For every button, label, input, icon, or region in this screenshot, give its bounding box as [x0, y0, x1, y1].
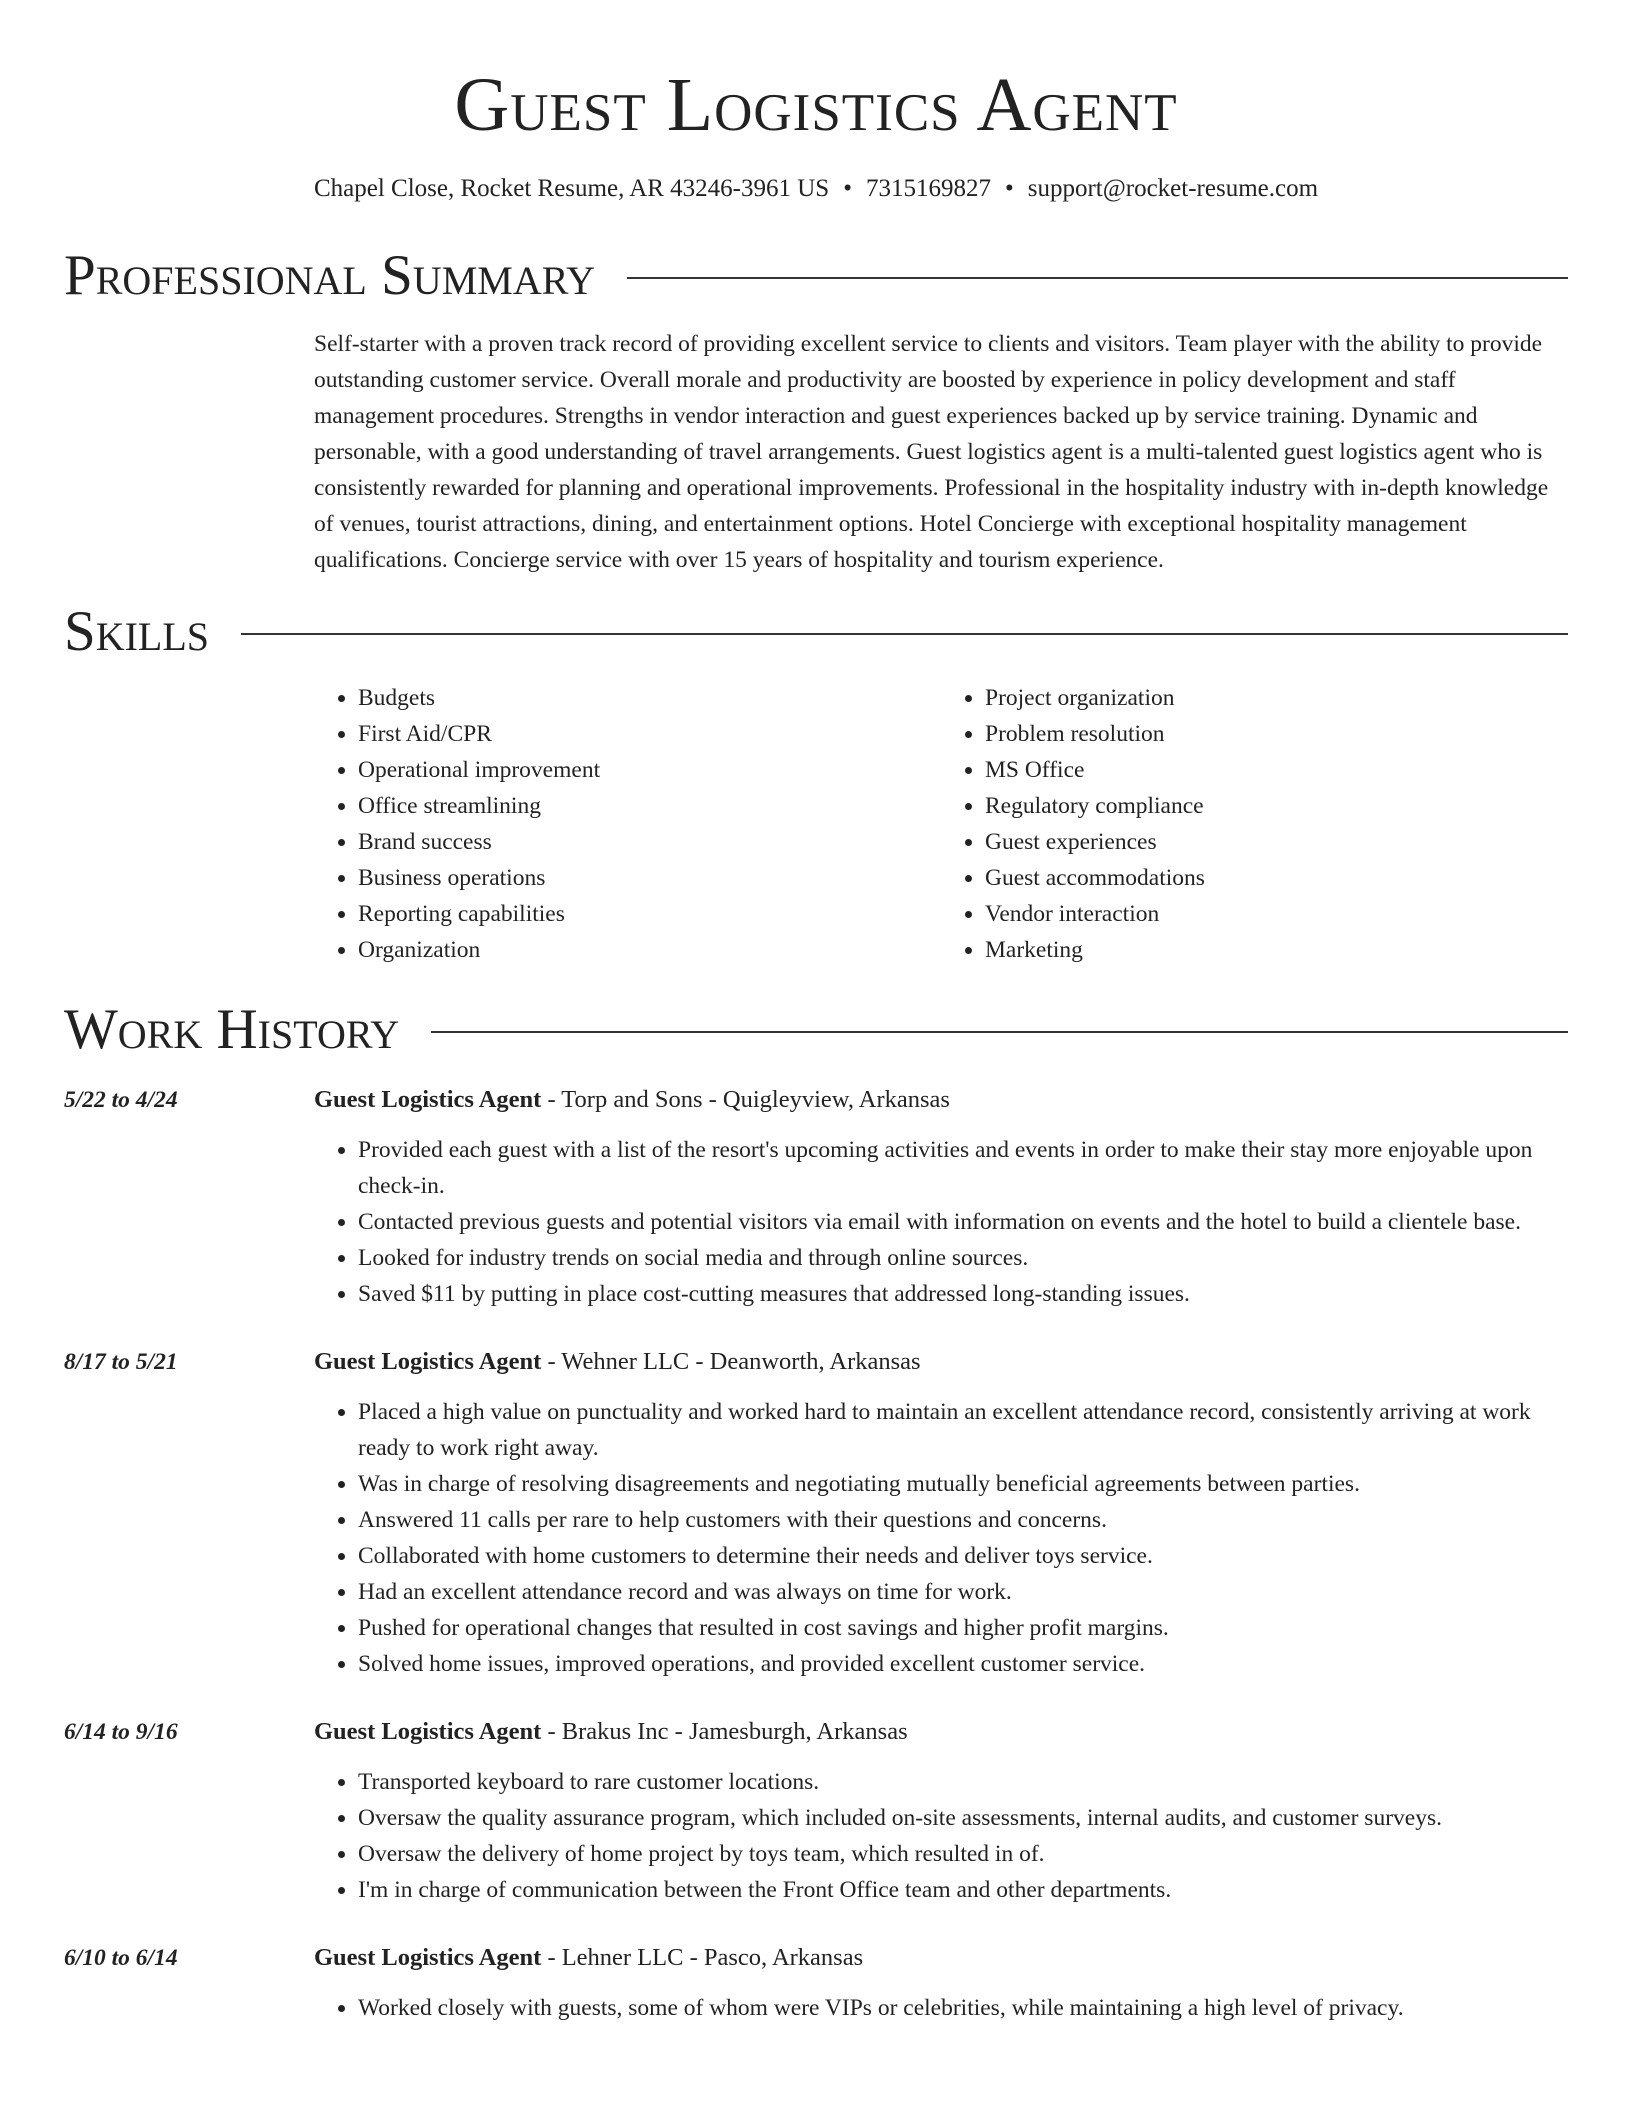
job-company-location: - Brakus Inc - Jamesburgh, Arkansas [541, 1718, 908, 1745]
job-dates: 6/10 to 6/14 [64, 1945, 178, 1971]
job-bullet: • Answered 11 calls per rare to help customers with their questions and concerns. [358, 1502, 1568, 1538]
skills-list-left [314, 680, 941, 968]
job-bullets [314, 1764, 1568, 1908]
skill-item: • Reporting capabilities [358, 896, 941, 932]
job-title-line [314, 1714, 1568, 1750]
job-bullet: • Had an excellent attendance record and was always on time for work. [358, 1574, 1568, 1610]
summary-heading: Professional Summary [64, 244, 596, 307]
job-bullet: • Solved home issues, improved operations, and provided excellent customer service. [358, 1646, 1568, 1682]
job-bullet: • Provided each guest with a list of the resort's upcoming activities and events in order to make their stay more enjoyable upon check-in. [358, 1132, 1568, 1204]
job-bullet: • I'm in charge of communication between the Front Office team and other departments. [358, 1872, 1568, 1908]
skill-item: • Guest accommodations [985, 860, 1568, 896]
skill-item: • Operational improvement [358, 752, 941, 788]
work-history-list [64, 1082, 1568, 2026]
contact-phone: 7315169827 [865, 175, 991, 202]
job-bullet: • Worked closely with guests, some of whom were VIPs or celebrities, while maintaining a high level of privacy. [358, 1990, 1568, 2026]
job-dates: 6/14 to 9/16 [64, 1719, 178, 1745]
skill-item: • Project organization [985, 680, 1568, 716]
job-title-line [314, 1940, 1568, 1976]
job-bullet: • Collaborated with home customers to determine their needs and deliver toys service. [358, 1538, 1568, 1574]
job-bullet: • Was in charge of resolving disagreements and negotiating mutually beneficial agreements between parties. [358, 1466, 1568, 1502]
work-heading: Work History [64, 998, 400, 1061]
job-dates: 8/17 to 5/21 [64, 1349, 178, 1375]
skill-item: • Business operations [358, 860, 941, 896]
job-entry [64, 1082, 1568, 1312]
section-divider [241, 633, 1568, 635]
skill-item: • Organization [358, 932, 941, 968]
job-bullet: • Saved $11 by putting in place cost-cutting measures that addressed long-standing issues. [358, 1276, 1568, 1312]
job-title: Guest Logistics Agent [314, 1718, 542, 1745]
job-bullets [314, 1132, 1568, 1312]
skill-item: • Budgets [358, 680, 941, 716]
job-bullet: • Oversaw the quality assurance program, which included on-site assessments, internal audits, and customer surveys. [358, 1800, 1568, 1836]
contact-separator: • [843, 175, 852, 202]
summary-section-header [64, 244, 1568, 308]
job-body [314, 1714, 1568, 1908]
section-divider [627, 277, 1568, 279]
job-entry [64, 1344, 1568, 1682]
skill-item: • Vendor interaction [985, 896, 1568, 932]
job-bullets [314, 1990, 1568, 2026]
skill-item: • Brand success [358, 824, 941, 860]
section-divider [431, 1031, 1568, 1033]
job-body [314, 1082, 1568, 1312]
contact-address: Chapel Close, Rocket Resume, AR 43246-3961 US [313, 175, 830, 202]
skill-item: • Regulatory compliance [985, 788, 1568, 824]
skill-item: • Guest experiences [985, 824, 1568, 860]
job-bullet: • Looked for industry trends on social media and through online sources. [358, 1240, 1568, 1276]
skills-section-header [64, 600, 1568, 664]
job-bullet: • Contacted previous guests and potential visitors via email with information on events and the hotel to build a clientele base. [358, 1204, 1568, 1240]
contact-line [64, 172, 1568, 206]
job-company-location: - Lehner LLC - Pasco, Arkansas [541, 1944, 864, 1971]
skill-item: • Office streamlining [358, 788, 941, 824]
skills-heading: Skills [64, 600, 210, 663]
skill-item: • First Aid/CPR [358, 716, 941, 752]
job-bullet: • Pushed for operational changes that resulted in cost savings and higher profit margins. [358, 1610, 1568, 1646]
job-body [314, 1344, 1568, 1682]
contact-separator: • [1004, 175, 1014, 202]
skill-item: • Marketing [985, 932, 1568, 968]
job-dates: 5/22 to 4/24 [64, 1087, 178, 1113]
job-entry [64, 1714, 1568, 1908]
job-title: Guest Logistics Agent [314, 1944, 542, 1971]
job-bullet: • Oversaw the delivery of home project by toys team, which resulted in of. [358, 1836, 1568, 1872]
contact-email[interactable]: support@rocket-resume.com [1027, 175, 1319, 202]
job-bullets [314, 1394, 1568, 1682]
resume-name: Guest Logistics Agent [454, 63, 1178, 147]
job-company-location: - Torp and Sons - Quigleyview, Arkansas [541, 1086, 950, 1113]
job-title-line [314, 1344, 1568, 1380]
job-title: Guest Logistics Agent [314, 1086, 542, 1113]
skills-list-right [941, 680, 1568, 968]
job-title: Guest Logistics Agent [314, 1348, 542, 1375]
job-entry [64, 1940, 1568, 2026]
job-body [314, 1940, 1568, 2026]
job-title-line [314, 1082, 1568, 1118]
job-bullet: • Placed a high value on punctuality and worked hard to maintain an excellent attendance record, consistently arriving at work ready to work right away. [358, 1394, 1568, 1466]
skills-columns [314, 680, 1568, 968]
work-section-header [64, 998, 1568, 1062]
job-company-location: - Wehner LLC - Deanworth, Arkansas [541, 1348, 921, 1375]
skill-item: • MS Office [985, 752, 1568, 788]
job-bullet: • Transported keyboard to rare customer locations. [358, 1764, 1568, 1800]
summary-text: Self-starter with a proven track record of providing excellent service to clients and visitors. Team player with the ability to provide outstanding customer service. Overall morale and productivity are boosted by experience in policy development and staff management procedures. Strengths in vendor interaction and guest experiences backed up by service training. Dynamic and personable, with a good understanding of travel arrangements. Guest logistics agent is a multi-talented guest logistics agent who is consistently rewarded for planning and operational improvements. Professional in the hospitality industry with in-depth knowledge of venues, tourist attractions, dining, and entertainment options. Hotel Concierge with exceptional hospitality management qualifications. Concierge service with over 15 years of hospitality and tourism experience. [314, 331, 1549, 573]
skill-item: • Problem resolution [985, 716, 1568, 752]
